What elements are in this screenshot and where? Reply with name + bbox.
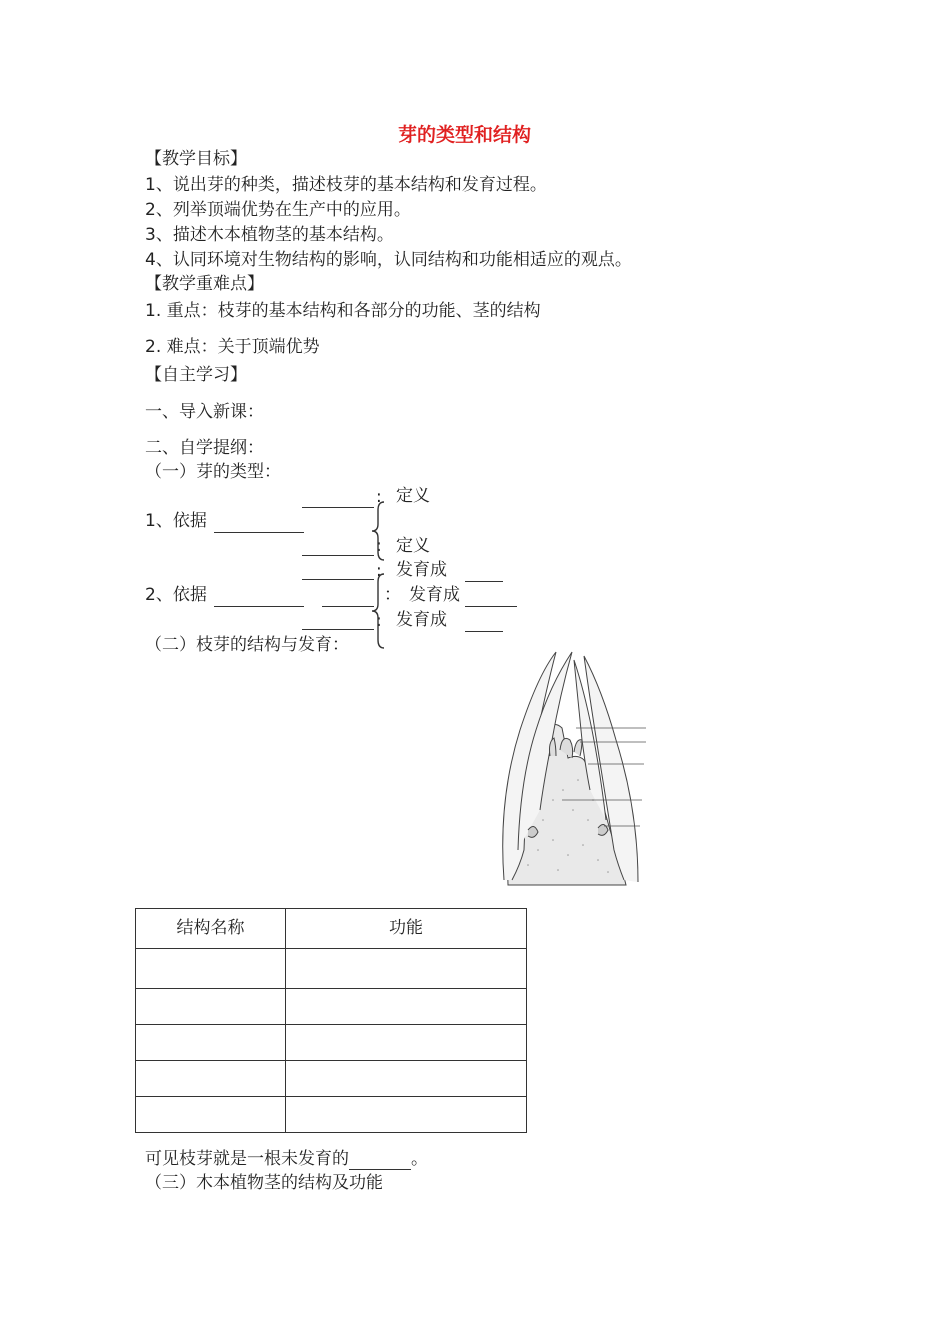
- table-cell[interactable]: [286, 1061, 527, 1097]
- develops-into-label: 发育成: [396, 610, 447, 630]
- goals-heading: 【教学目标】: [145, 149, 247, 169]
- goal-item-4: 4、认同环境对生物结构的影响，认同结构和功能相适应的观点。: [145, 250, 632, 270]
- section-bud-types: （一）芽的类型：: [145, 462, 281, 482]
- table-row: [136, 1097, 527, 1133]
- colon: :: [376, 611, 382, 631]
- table-cell[interactable]: [136, 1097, 286, 1133]
- blank-line: [322, 606, 374, 607]
- brace-icon: [368, 500, 388, 562]
- colon: :: [376, 487, 382, 507]
- table-cell[interactable]: [286, 1025, 527, 1061]
- blank-line: [214, 532, 304, 533]
- blank-line: [465, 606, 517, 607]
- colon: :: [376, 536, 382, 556]
- conclusion-text: 可见枝芽就是一根未发育的: [145, 1149, 349, 1169]
- definition-label: 定义: [396, 536, 430, 556]
- colon: :: [376, 561, 382, 581]
- table-cell[interactable]: [136, 949, 286, 989]
- table-header: 结构名称: [136, 909, 286, 949]
- table-cell[interactable]: [136, 1061, 286, 1097]
- table-cell[interactable]: [286, 949, 527, 989]
- conclusion-end: 。: [411, 1149, 428, 1169]
- blank-line: [465, 581, 503, 582]
- blank-line: [302, 507, 374, 508]
- table-row: [136, 989, 527, 1025]
- blank-line: [349, 1151, 411, 1170]
- blank-line: [302, 579, 374, 580]
- table-cell[interactable]: [136, 989, 286, 1025]
- table-cell[interactable]: [136, 1025, 286, 1061]
- section-bud-structure: （二）枝芽的结构与发育：: [145, 635, 349, 655]
- develops-into-label: 发育成: [409, 585, 460, 605]
- intro-line: 一、导入新课：: [145, 402, 264, 422]
- colon: ：: [384, 585, 401, 605]
- keypoints-heading: 【教学重难点】: [145, 274, 264, 294]
- blank-line: [214, 606, 304, 607]
- structure-function-table: [135, 908, 527, 1133]
- develops-into-label: 发育成: [396, 560, 447, 580]
- blank-line: [302, 555, 374, 556]
- blank-line: [465, 631, 503, 632]
- outline-line: 二、自学提纲：: [145, 438, 264, 458]
- brace-icon: [368, 572, 388, 650]
- table-header: 功能: [286, 909, 527, 949]
- conclusion-line: [145, 1148, 428, 1170]
- selfstudy-heading: 【自主学习】: [145, 365, 247, 385]
- difficulty-point: 2. 难点：关于顶端优势: [145, 337, 320, 357]
- basis-1-label: 1、依据: [145, 511, 207, 531]
- key-point: 1. 重点：枝芽的基本结构和各部分的功能、茎的结构: [145, 301, 541, 321]
- page-title: 芽的类型和结构: [398, 124, 532, 146]
- section-woody-stem: （三）木本植物茎的结构及功能: [145, 1173, 383, 1193]
- goal-item-3: 3、描述木本植物茎的基本结构。: [145, 225, 394, 245]
- table-header-row: [136, 909, 527, 949]
- table-row: [136, 1025, 527, 1061]
- leaf-bud-diagram: [498, 650, 648, 888]
- table-cell[interactable]: [286, 1097, 527, 1133]
- basis-2-label: 2、依据: [145, 585, 207, 605]
- goal-item-2: 2、列举顶端优势在生产中的应用。: [145, 200, 411, 220]
- table-row: [136, 1061, 527, 1097]
- definition-label: 定义: [396, 486, 430, 506]
- goal-item-1: 1、说出芽的种类，描述枝芽的基本结构和发育过程。: [145, 175, 547, 195]
- blank-line: [302, 629, 374, 630]
- table-row: [136, 949, 527, 989]
- table-cell[interactable]: [286, 989, 527, 1025]
